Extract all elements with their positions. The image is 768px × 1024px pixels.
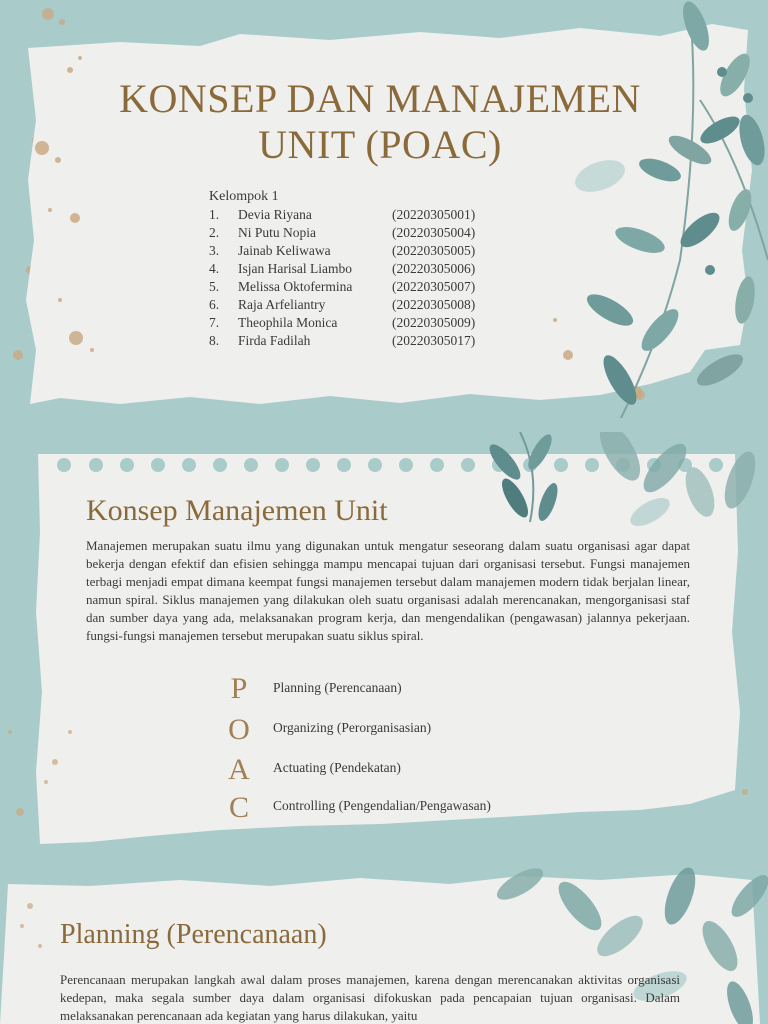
member-row bbox=[209, 333, 492, 351]
section-title: Konsep Manajemen Unit bbox=[86, 494, 388, 527]
member-number: 4. bbox=[209, 261, 220, 276]
slide1-title bbox=[60, 76, 700, 168]
member-id: (20220305004) bbox=[392, 225, 476, 240]
poac-label: Organizing (Perorganisasian) bbox=[273, 720, 432, 735]
member-id: (20220305008) bbox=[392, 297, 476, 312]
member-name: Ni Putu Nopia bbox=[238, 225, 317, 240]
member-name: Raja Arfeliantry bbox=[238, 297, 326, 312]
member-name: Melissa Oktofermina bbox=[238, 279, 353, 294]
poac-letter: O bbox=[228, 713, 250, 746]
member-number: 5. bbox=[209, 279, 220, 294]
section-paragraph: Manajemen merupakan suatu ilmu yang digunakan untuk mengatur seseorang dalam suatu organisasi agar dapat bekerja dengan efektif dan efisien sehingga mampu mencapai tujuan dari organisasi tersebut. Fungsi manajemen terbagi menjadi empat dimana keempat fungsi manajemen tersebut dalam manajemen modern tidak berjalan linear, namun spiral. Siklus manajemen yang dilakukan oleh suatu organisasi adalah merencanakan, mengorganisasi staf dan sumber daya yang ada, melaksanakan program kerja, dan mengendalikan (pengawasan) jalannya pekerjaan. fungsi-fungsi manajemen tersebut merupakan suatu siklus spiral. bbox=[86, 538, 690, 643]
poac-label: Controlling (Pengendalian/Pengawasan) bbox=[273, 798, 491, 813]
member-id: (20220305001) bbox=[392, 207, 476, 222]
group-label: Kelompok 1 bbox=[209, 189, 279, 204]
member-id: (20220305006) bbox=[392, 261, 476, 276]
member-row bbox=[209, 315, 492, 333]
member-id: (20220305005) bbox=[392, 243, 476, 258]
member-id: (20220305017) bbox=[392, 333, 476, 348]
member-number: 8. bbox=[209, 333, 220, 348]
member-name: Theophila Monica bbox=[238, 315, 338, 330]
slide-title bbox=[0, 0, 768, 418]
member-name: Isjan Harisal Liambo bbox=[238, 261, 352, 276]
member-id: (20220305009) bbox=[392, 315, 476, 330]
poac-label: Actuating (Pendekatan) bbox=[273, 760, 401, 775]
member-name: Jainab Keliwawa bbox=[238, 243, 331, 258]
member-row bbox=[209, 225, 492, 243]
member-row bbox=[209, 279, 492, 297]
member-id: (20220305007) bbox=[392, 279, 476, 294]
poac-letter: C bbox=[228, 791, 249, 824]
title-line-1: KONSEP DAN MANAJEMEN bbox=[119, 76, 641, 121]
title-line-2: UNIT (POAC) bbox=[258, 122, 502, 167]
slide-concept bbox=[0, 432, 768, 864]
member-number: 6. bbox=[209, 297, 220, 312]
section-title: Planning (Perencanaan) bbox=[60, 919, 327, 950]
member-row bbox=[209, 207, 492, 225]
member-list bbox=[209, 207, 492, 351]
member-number: 7. bbox=[209, 315, 220, 330]
slide-planning bbox=[0, 866, 768, 1024]
member-number: 2. bbox=[209, 225, 220, 240]
member-row bbox=[209, 297, 492, 315]
member-row bbox=[209, 261, 492, 279]
member-row bbox=[209, 243, 492, 261]
member-number: 1. bbox=[209, 207, 220, 222]
member-name: Firda Fadilah bbox=[238, 333, 311, 348]
member-name: Devia Riyana bbox=[238, 207, 312, 222]
poac-letter: A bbox=[228, 753, 250, 786]
poac-letter: P bbox=[230, 672, 248, 705]
poac-label: Planning (Perencanaan) bbox=[273, 680, 402, 695]
section-paragraph: Perencanaan merupakan langkah awal dalam proses manajemen, karena dengan merencanakan aktivitas organisasi kedepan, maka segala sumber daya dalam organisasi difokuskan pada pencapaian tujuan organisasi. Dalam melaksanakan perencanaan ada kegiatan yang harus dilakukan, yaitu bbox=[60, 972, 680, 1023]
member-number: 3. bbox=[209, 243, 220, 258]
